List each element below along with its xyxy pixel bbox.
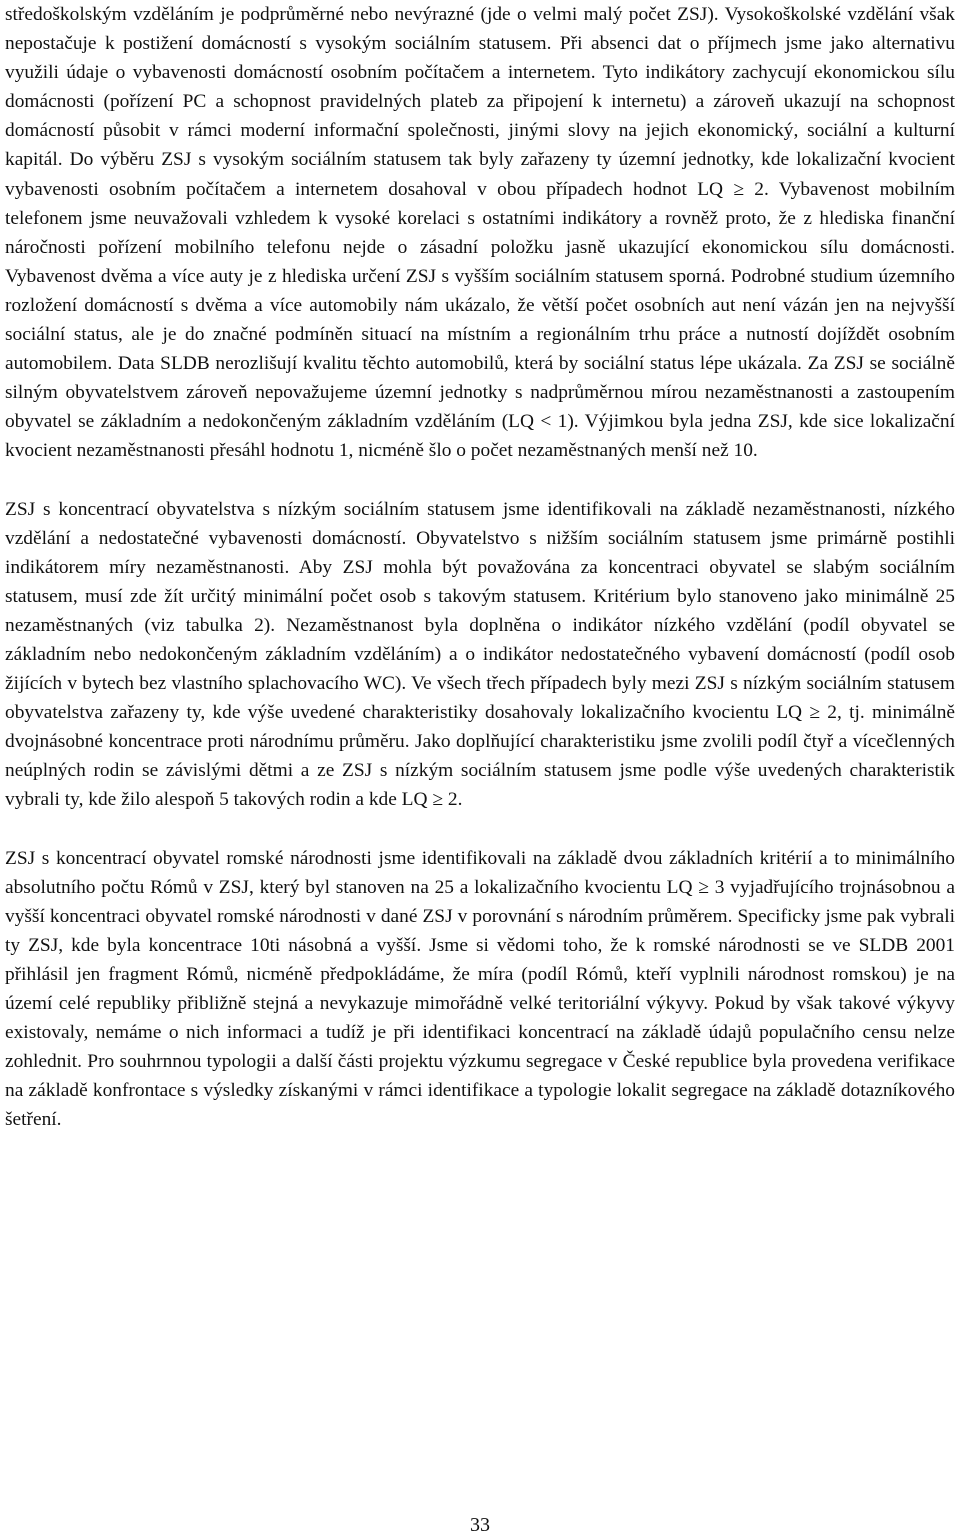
body-text	[5, 0, 955, 1134]
page-number: 33	[470, 1514, 490, 1536]
paragraph-low-status-criteria: ZSJ s koncentrací obyvatelstva s nízkým sociálním statusem jsme identifikovali na základě nezaměstnanosti, nízkého vzdělání a nedostatečné vybavenosti domácností. Obyvatelstvo s nižším sociálním statusem jsme primárně postihli indikátorem míry nezaměstnanosti. Aby ZSJ mohla být považována za koncentraci obyvatel se slabým sociálním statusem, musí zde žít určitý minimální počet osob s takovým statusem. Kritérium bylo stanoveno jako minimálně 25 nezaměstnaných (viz tabulka 2). Nezaměstnanost byla doplněna o indikátor nízkého vzdělání (podíl obyvatel se základním nebo nedokončeným základním vzděláním) a o indikátor nedostatečného vybavení domácností (podíl osob žijících v bytech bez vlastního splachovacího WC). Ve všech třech případech byly mezi ZSJ s nízkým sociálním statusem obyvatelstva zařazeny ty, kde výše uvedené charakteristiky dosahovaly lokalizačního kvocientu LQ ≥ 2, tj. minimálně dvojnásobné koncentrace proti národnímu průměru. Jako doplňující charakteristiku jsme zvolili podíl čtyř a vícečlenných neúplných rodin se závislými dětmi a ze ZSJ s nízkým sociálním statusem jsme podle výše uvedených charakteristik vybrali ty, kde žilo alespoň 5 takových rodin a kde LQ ≥ 2.	[5, 498, 955, 811]
paragraph-high-status-criteria: středoškolským vzděláním je podprůměrné nebo nevýrazné (jde o velmi malý počet ZSJ). Vysokoškolské vzdělání však nepostačuje k postižení domácností s vysokým sociálním statusem. Při absenci dat o příjmech jsme jako alternativu využili údaje o vybavenosti domácností osobním počítačem a internetem. Tyto indikátory zachycují ekonomickou sílu domácnosti (pořízení PC a schopnost pravidelných plateb za připojení k internetu) a zároveň ukazují na schopnost domácností působit v rámci moderní informační společnosti, jinými slovy na jejich ekonomický, sociální a kulturní kapitál. Do výběru ZSJ s vysokým sociálním statusem tak byly zařazeny ty územní jednotky, kde lokalizační kvocient vybavenosti osobním počítačem a internetem dosahoval v obou případech hodnot LQ ≥ 2. Vybavenost mobilním telefonem jsme neuvažovali vzhledem k vysoké korelaci s ostatními indikátory a rovněž proto, že z hlediska finanční náročnosti pořízení mobilního telefonu nejde o zásadní položku jasně ukazující ekonomickou sílu domácnosti. Vybavenost dvěma a více auty je z hlediska určení ZSJ s vyšším sociálním statusem sporná. Podrobné studium územního rozložení domácností s dvěma a více automobily nám ukázalo, že větší počet osobních aut není vázán jen na nejvyšší sociální status, ale je do značné podmíněn situací na místním a regionálním trhu práce a nutností dojíždět osobním automobilem. Data SLDB nerozlišují kvalitu těchto automobilů, která by sociální status lépe ukázala. Za ZSJ se sociálně silným obyvatelstvem zároveň nepovažujeme územní jednotky s nadprůměrnou mírou nezaměstnanosti a zastoupením obyvatel se základním a nedokončeným základním vzděláním (LQ < 1). Výjimkou byla jedna ZSJ, kde sice lokalizační kvocient nezaměstnanosti přesáhl hodnotu 1, nicméně šlo o počet nezaměstnaných menší než 10.	[5, 4, 955, 462]
paragraph-roma-concentration: ZSJ s koncentrací obyvatel romské národnosti jsme identifikovali na základě dvou základních kritérií a to minimálního absolutního počtu Rómů v ZSJ, který byl stanoven na 25 a lokalizačního kvocientu LQ ≥ 3 vyjadřujícího trojnásobnou a vyšší koncentraci obyvatel romské národnosti v dané ZSJ v porovnání s národním průměrem. Specificky jsme pak vybrali ty ZSJ, kde byla koncentrace 10ti násobná a vyšší. Jsme si vědomi toho, že k romské národnosti se ve SLDB 2001 přihlásil jen fragment Rómů, nicméně předpokládáme, že míra (podíl Rómů, kteří vyplnili národnost romskou) je na území celé republiky přibližně stejná a nevykazuje mimořádně velké teritoriální výkyvy. Pokud by však takové výkyvy existovaly, nemáme o nich informaci a tudíž je při identifikaci koncentrací na základě údajů populačního censu nelze zohlednit. Pro souhrnnou typologii a další části projektu výzkumu segregace v České republice byla provedena verifikace na základě konfrontace s výsledky získanými v rámci identifikace a typologie lokalit segregace na základě dotazníkového šetření.	[5, 847, 955, 1131]
